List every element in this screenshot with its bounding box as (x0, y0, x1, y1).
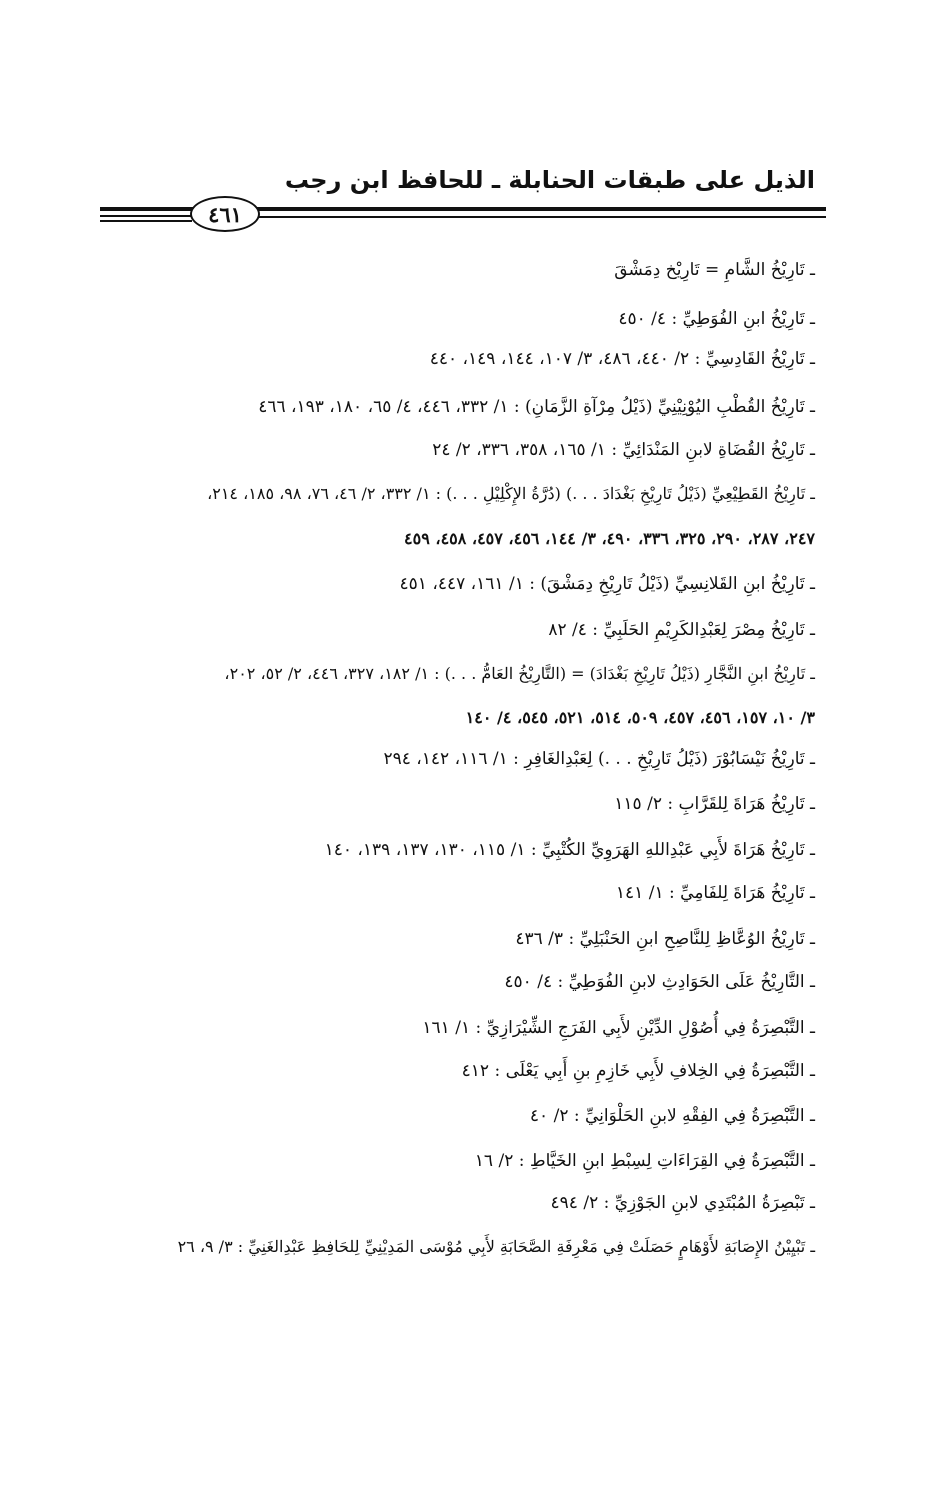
index-entry: ـ التَّارِيْخُ عَلَى الحَوَادِثِ لابنِ الفُوَطِيِّ : ٤/ ٤٥٠ (504, 972, 815, 992)
index-entry: ـ تَارِيْخُ القُضَاةِ لابنِ المَنْدَائِيِّ : ١/ ١٦٥، ٣٥٨، ٣٣٦، ٢/ ٢٤ (432, 440, 815, 460)
index-entry: ـ التَّبْصِرَةُ فِي الخِلافِ لأَبِي خَازِمِ بنِ أَبِي يَعْلَى : ٤١٢ (461, 1061, 815, 1081)
index-entry: ـ تَارِيْخُ الشَّامِ = تَارِيْخ دِمَشْقَ (614, 260, 815, 280)
index-entry: ـ التَّبْصِرَةُ فِي الفِقْهِ لابنِ الحَلْوَانِيِّ : ٢/ ٤٠ (529, 1106, 815, 1126)
index-entry-continuation: ٣/ ١٠، ١٥٧، ٤٥٦، ٤٥٧، ٥٠٩، ٥١٤، ٥٢١، ٥٤٥، ٤/ ١٤٠ (465, 708, 815, 727)
index-entry: ـ تَارِيْخُ ابنِ الفُوَطِيِّ : ٤/ ٤٥٠ (618, 309, 815, 329)
index-entry: ـ تَبْصِرَةُ المُبْتَدِي لابنِ الجَوْزِيِّ : ٢/ ٤٩٤ (550, 1193, 815, 1213)
index-entry: ـ تَبْيِيْنُ الإِصَابَةِ لأَوْهَامٍ حَصَلَتْ فِي مَعْرِفَةِ الصَّحَابَةِ لأَبِي مُوْسَى المَدِيْنِيِّ لِلحَافِظِ عَبْدِالغَنِيِّ : ٣/ ٩، ٢٦ (177, 1237, 815, 1256)
index-entry: ـ تَارِيْخُ ابنِ النَّجَّارِ (ذَيْلُ تَارِيْخِ بَغْدَادَ) = (التَّارِيْخُ العَامُّ . . .) : ١/ ١٨٢، ٣٢٧، ٤٤٦، ٢/ ٥٢، ٢٠٢، (224, 664, 815, 683)
index-entry: ـ التَّبْصِرَةُ فِي القِرَاءَاتِ لِسِبْطِ ابنِ الخَيَّاطِ : ٢/ ١٦ (474, 1151, 815, 1171)
index-entry-continuation: ٢٤٧، ٢٨٧، ٢٩٠، ٣٢٥، ٣٣٦، ٤٩٠، ٣/ ١٤٤، ٤٥٦، ٤٥٧، ٤٥٨، ٤٥٩ (404, 529, 815, 548)
index-entry: ـ تَارِيْخُ هَرَاةَ لِلفَامِيِّ : ١/ ١٤١ (615, 883, 815, 903)
index-entry: ـ تَارِيْخُ ابنِ القَلانِسِيِّ (ذَيْلُ تَارِيْخِ دِمَشْقَ) : ١/ ١٦١، ٤٤٧، ٤٥١ (399, 574, 815, 594)
index-entry: ـ تَارِيْخُ الوُعَّاظِ لِلنَّاصِحِ ابنِ الحَنْبَلِيِّ : ٣/ ٤٣٦ (515, 929, 815, 949)
index-entry: ـ تَارِيْخُ القَادِسِيِّ : ٢/ ٤٤٠، ٤٨٦، ٣/ ١٠٧، ١٤٤، ١٤٩، ٤٤٠ (429, 349, 815, 369)
running-header-title: الذيل على طبقات الحنابلة ـ للحافظ ابن رجب (284, 166, 815, 194)
index-entry: ـ تَارِيْخُ مِصْرَ لِعَبْدِالكَرِيْمِ الحَلَبِيِّ : ٤/ ٨٢ (548, 620, 815, 640)
index-entry: ـ تَارِيْخُ هَرَاةَ لِلقَرَّابِ : ٢/ ١١٥ (614, 794, 815, 814)
page-number-badge: ٤٦١ (190, 196, 260, 232)
index-entry: ـ تَارِيْخُ القُطْبِ اليُوْنِيْنِيِّ (ذَيْلُ مِرْآةِ الزَّمَانِ) : ١/ ٣٣٢، ٤٤٦، ٤/ ٦٥، ١٨٠، ١٩٣، ٤٦٦ (258, 397, 815, 417)
index-entry: ـ تَارِيْخُ هَرَاةَ لأَبِي عَبْدِاللهِ الهَرَوِيِّ الكُتْبِيِّ : ١/ ١١٥، ١٣٠، ١٣٧، ١٣٩، ١٤٠ (324, 840, 815, 860)
index-entry: ـ تَارِيْخُ نَيْسَابُوْرَ (ذَيْلُ تَارِيْخِ . . .) لِعَبْدِالغَافِرِ : ١/ ١١٦، ١٤٢، ٢٩٤ (383, 749, 815, 769)
index-entry: ـ تَارِيْخُ القَطِيْعِيِّ (ذَيْلُ تَارِيْخِ بَغْدَادَ . . .) (دُرَّةُ الإِكْلِيْلِ . . .) : ١/ ٣٣٢، ٢/ ٤٦، ٧٦، ٩٨، ١٨٥، ٢١٤، (207, 484, 815, 503)
index-entry: ـ التَّبْصِرَةُ فِي أُصُوْلِ الدِّيْنِ لأَبِي الفَرَجِ الشِّيْرَازِيِّ : ١/ ١٦١ (422, 1018, 815, 1038)
